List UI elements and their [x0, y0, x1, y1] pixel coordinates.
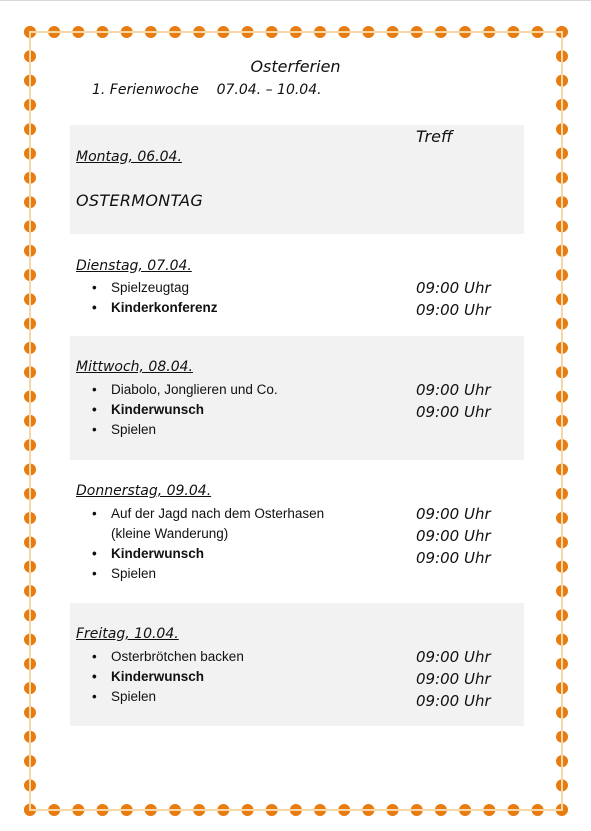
time-value: 09:00 Uhr [416, 648, 491, 666]
time-value: 09:00 Uhr [416, 403, 491, 421]
list-item: • Spielzeugtag [92, 278, 392, 298]
day-heading: Donnerstag, 09.04. [76, 483, 212, 499]
time-value: 09:00 Uhr [416, 549, 491, 567]
time-value: 09:00 Uhr [416, 505, 491, 523]
time-value: 09:00 Uhr [416, 527, 491, 545]
day-block-friday [70, 603, 524, 726]
list-item: • Spielen [92, 687, 392, 707]
time-list [416, 379, 491, 423]
day-heading: Dienstag, 07.04. [76, 258, 192, 274]
activity-list [92, 647, 392, 707]
page-title: Osterferien [250, 57, 341, 76]
time-value: 09:00 Uhr [416, 670, 491, 688]
page-subtitle: 1. Ferienwoche 07.04. – 10.04. [92, 82, 322, 98]
holiday-note: OSTERMONTAG [76, 191, 204, 210]
time-list [416, 646, 491, 712]
list-item: • Diabolo, Jonglieren und Co. [92, 380, 392, 400]
list-item: • Osterbrötchen backen [92, 647, 392, 667]
activity-list [92, 380, 392, 440]
list-item: • Kinderwunsch [92, 544, 332, 564]
time-value: 09:00 Uhr [416, 301, 491, 319]
list-item: • Auf der Jagd nach dem Osterhasen (kleine Wanderung) [92, 504, 332, 544]
activity-list [92, 278, 392, 318]
day-heading: Montag, 06.04. [76, 149, 182, 165]
list-item: • Spielen [92, 564, 332, 584]
list-item: • Spielen [92, 420, 392, 440]
time-value: 09:00 Uhr [416, 692, 491, 710]
day-heading: Mittwoch, 08.04. [76, 359, 193, 375]
time-value: 09:00 Uhr [416, 381, 491, 399]
list-item: • Kinderwunsch [92, 667, 392, 687]
activity-list [92, 504, 332, 584]
time-list [416, 503, 491, 569]
day-block-monday [70, 125, 524, 234]
column-header-treff: Treff [416, 127, 453, 146]
list-item: • Kinderwunsch [92, 400, 392, 420]
day-block-tuesday [70, 234, 524, 336]
list-item: • Kinderkonferenz [92, 298, 392, 318]
day-block-wednesday [70, 336, 524, 460]
day-heading: Freitag, 10.04. [76, 626, 179, 642]
day-block-thursday [70, 460, 524, 603]
page-top-rule [0, 0, 591, 1]
time-list [416, 277, 491, 321]
time-value: 09:00 Uhr [416, 279, 491, 297]
